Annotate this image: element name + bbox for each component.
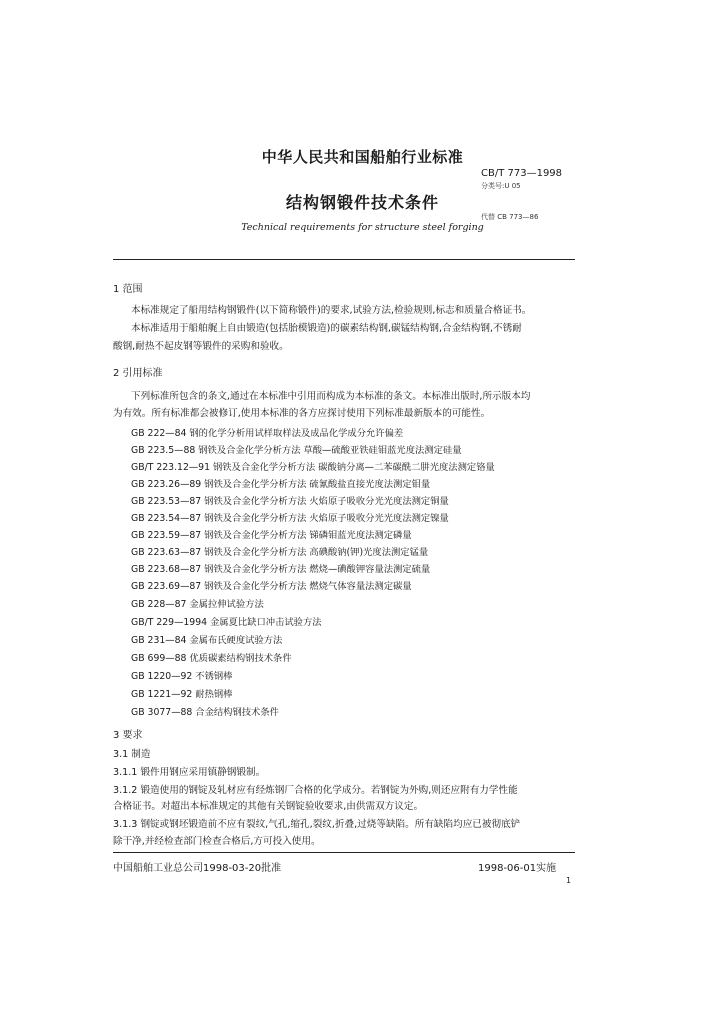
section-2-line: 为有效。所有标准都会被修订,使用本标准的各方应探讨使用下列标准最新版本的可能性。: [113, 408, 491, 419]
reference-item: GB 223.68—87 钢铁及合金化学分析方法 燃烧—碘酸钾容量法测定硫量: [131, 564, 431, 575]
document-title: 结构钢锻件技术条件: [285, 193, 439, 212]
reference-item: GB/T 223.12—91 钢铁及合金化学分析方法 碳酸钠分离—二苯碳酰二肼光度法测定铬量: [131, 462, 495, 473]
section-1-heading: 1 范围: [113, 284, 143, 295]
reference-item: GB 223.59—87 钢铁及合金化学分析方法 锑磷钼蓝光度法测定磷量: [131, 530, 412, 541]
clause-3-1-1: 3.1.1 锻件用钢应采用镇静钢锻制。: [113, 767, 266, 778]
reference-item: GB 699—88 优质碳素结构钢技术条件: [131, 653, 292, 664]
reference-item: GB 231—84 金属布氏硬度试验方法: [131, 635, 283, 646]
reference-item: GB/T 229—1994 金属夏比缺口冲击试验方法: [131, 617, 322, 628]
org-title: 中华人民共和国船舶行业标准: [261, 148, 464, 166]
clause-3-1-2-line: 合格证书。对超出本标准规定的其他有关钢锭验收要求,由供需双方议定。: [113, 801, 424, 812]
effective-date: 1998-06-01实施: [478, 863, 557, 874]
reference-item: GB 1221—92 耐热钢棒: [131, 689, 233, 700]
reference-item: GB 222—84 钢的化学分析用试样取样法及成品化学成分允许偏差: [131, 428, 404, 439]
top-divider: [113, 259, 575, 260]
reference-item: GB 223.63—87 钢铁及合金化学分析方法 高碘酸钠(钾)光度法测定锰量: [131, 547, 429, 558]
subsection-heading: 3.1 制造: [113, 749, 151, 760]
section-2-line: 下列标准所包含的条文,通过在本标准中引用而构成为本标准的条文。本标准出版时,所示版本均: [131, 391, 531, 402]
bottom-divider: [113, 852, 575, 853]
reference-item: GB 223.5—88 钢铁及合金化学分析方法 草酸—硫酸亚铁硅钼蓝光度法测定硅量: [131, 445, 462, 456]
replaces-note: 代替 CB 773—86: [481, 213, 539, 221]
english-title: Technical requirements for structure steel forging: [241, 222, 484, 233]
clause-3-1-2-line: 3.1.2 锻造使用的钢锭及轧材应有经炼钢厂合格的化学成分。若钢锭为外购,则还应附有力学性能: [113, 785, 518, 796]
reference-item: GB 228—87 金属拉伸试验方法: [131, 599, 264, 610]
section-1-line: 本标准规定了船用结构钢锻件(以下简称锻件)的要求,试验方法,检验规则,标志和质量合格证书。: [131, 305, 532, 316]
reference-item: GB 1220—92 不锈钢棒: [131, 671, 233, 682]
approval-note: 中国船舶工业总公司1998-03-20批准: [113, 863, 282, 874]
section-2-heading: 2 引用标准: [113, 368, 163, 379]
reference-item: GB 3077—88 合金结构钢技术条件: [131, 707, 279, 718]
section-1-line: 酸钢,耐热不起皮钢等锻件的采购和验收。: [113, 341, 289, 352]
section-1-line: 本标准适用于船舶艉上自由锻造(包括胎模锻造)的碳素结构钢,碳锰结构钢,合金结构钢,不锈耐: [131, 323, 522, 334]
section-3-heading: 3 要求: [113, 730, 143, 741]
reference-item: GB 223.53—87 钢铁及合金化学分析方法 火焰原子吸收分光光度法测定铜量: [131, 496, 449, 507]
reference-item: GB 223.54—87 钢铁及合金化学分析方法 火焰原子吸收分光光度法测定镍量: [131, 513, 449, 524]
standard-code: CB/T 773—1998: [481, 168, 563, 179]
reference-item: GB 223.69—87 钢铁及合金化学分析方法 燃烧气体容量法测定碳量: [131, 581, 412, 592]
reference-item: GB 223.26—89 钢铁及合金化学分析方法 硫氰酸盐直接光度法测定钼量: [131, 479, 431, 490]
clause-3-1-3-line: 3.1.3 钢锭或钢坯锻造前不应有裂纹,气孔,缩孔,裂纹,折叠,过烧等缺陷。所有缺陷均应已被彻底铲: [113, 819, 521, 830]
clause-3-1-3-line: 除干净,并经检查部门检查合格后,方可投入使用。: [113, 836, 321, 847]
classification-number: 分类号:U 05: [481, 182, 521, 190]
page-number: 1: [566, 876, 572, 885]
